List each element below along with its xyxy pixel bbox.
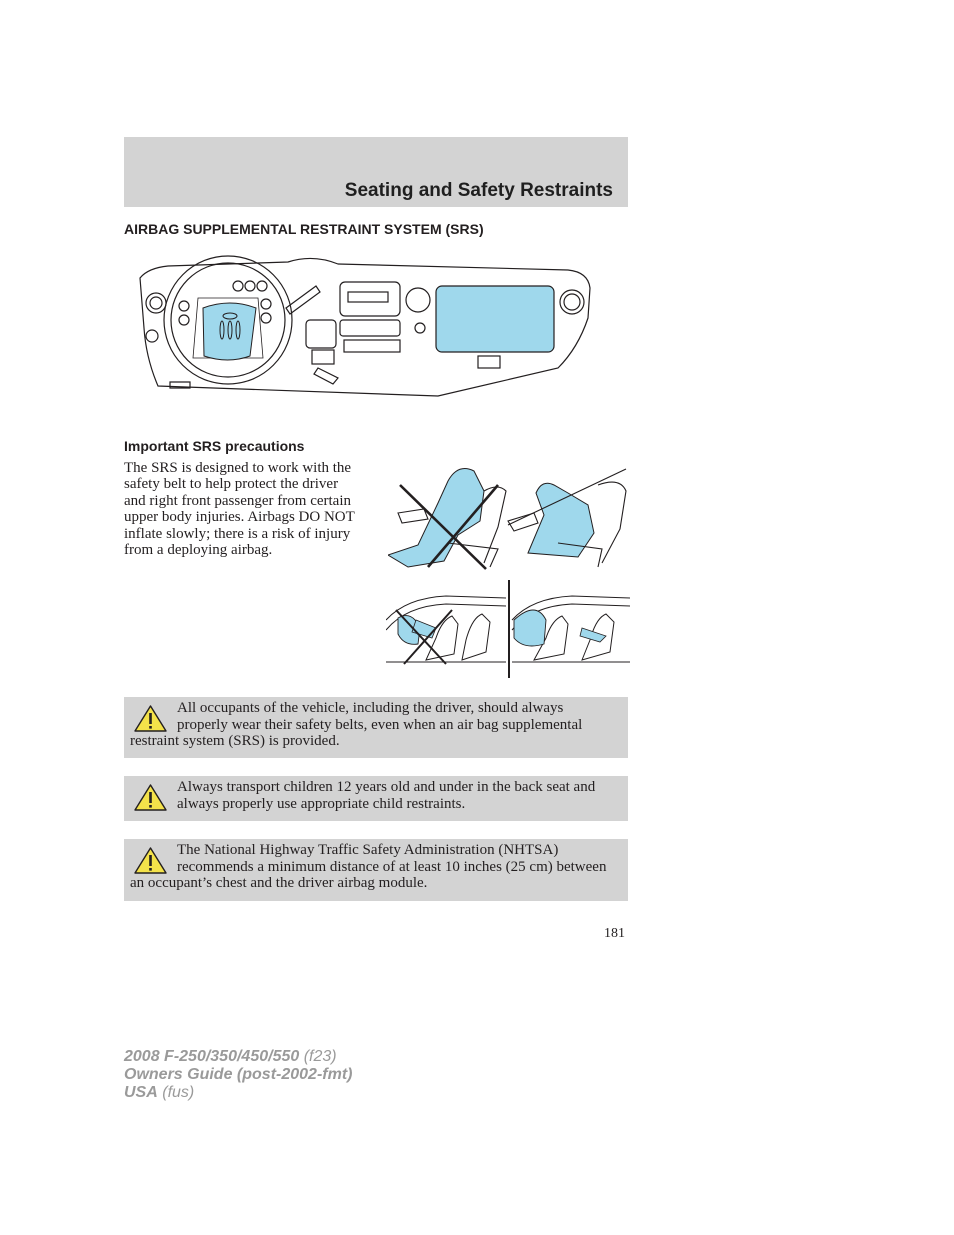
footer-line-2 [124, 1066, 352, 1084]
footer-guide: Owners Guide (post-2002-fmt) [124, 1066, 353, 1083]
warning-text: The National Highway Traffic Safety Administration (NHTSA) recommends a minimum distance of at least 10 inches (25 cm) between an occupant’s chest and the driver airbag module. [130, 842, 607, 892]
footer-market: USA [124, 1084, 158, 1101]
warning-box [124, 697, 628, 758]
section-heading: AIRBAG SUPPLEMENTAL RESTRAINT SYSTEM (SRS) [124, 221, 484, 237]
warning-triangle-icon [134, 847, 167, 874]
header-band [124, 137, 628, 207]
footer-market-code: (fus) [162, 1084, 195, 1101]
occupant-seating-illustration [388, 463, 630, 571]
footer-line-3 [124, 1084, 352, 1102]
warning-triangle-icon [134, 784, 167, 811]
warning-text: Always transport children 12 years old and under in the back seat and always properly use appropriate child restraints. [177, 779, 596, 812]
car-interior-airbag-illustration [386, 580, 630, 678]
warning-triangle-icon [134, 705, 167, 732]
footer-model: 2008 F-250/350/450/550 [124, 1048, 300, 1065]
footer-model-code: (f23) [303, 1048, 337, 1065]
page-number: 181 [604, 926, 625, 941]
warning-box [124, 839, 628, 901]
dashboard-airbag-illustration [138, 248, 594, 404]
document-footer [124, 1048, 352, 1102]
warning-text: All occupants of the vehicle, including the driver, should always properly wear their safety belts, even when an air bag supplemental restraint system (SRS) is provided. [130, 700, 583, 750]
body-paragraph: The SRS is designed to work with the safety belt to help protect the driver and right front passenger from certain upper body injuries. Airbags DO NOT inflate slowly; there is a risk of injury from a deploying airbag. [124, 460, 355, 559]
subsection-heading: Important SRS precautions [124, 438, 305, 454]
footer-line-1 [124, 1048, 352, 1066]
warning-box [124, 776, 628, 821]
page-section-title: Seating and Safety Restraints [344, 180, 613, 201]
